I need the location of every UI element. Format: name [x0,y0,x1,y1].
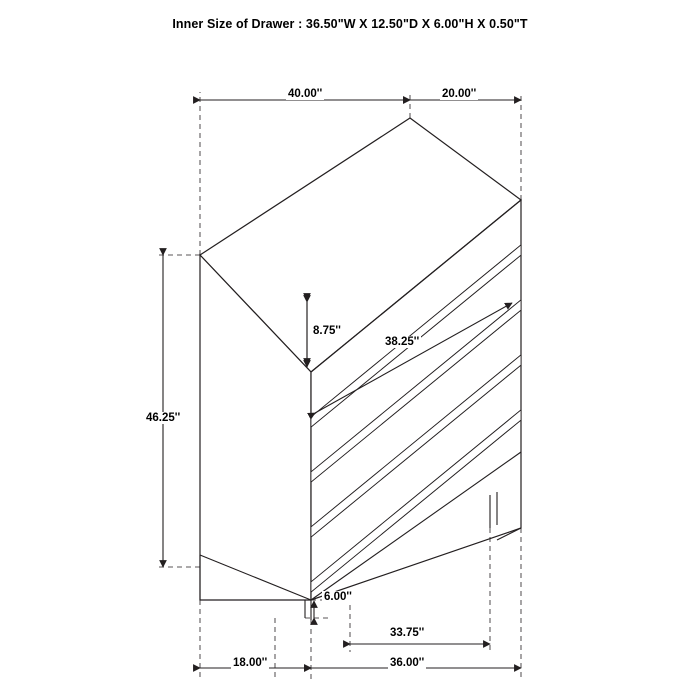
dim-label-base-width: 36.00'' [390,657,425,669]
dim-label-total-height: 46.25'' [146,412,181,424]
dim-label-base-inner-width: 33.75'' [390,627,425,639]
dim-label-base-depth: 18.00'' [233,657,268,669]
dim-label-drawer-height: 8.75'' [313,325,341,337]
dim-label-drawer-width: 38.25'' [385,336,420,348]
page-title: Inner Size of Drawer : 36.50"W X 12.50"D X 6.00"H X 0.50"T [172,17,528,31]
chest-body [200,118,521,600]
dim-label-top-depth: 20.00'' [442,88,477,100]
dim-label-top-width: 40.00'' [288,88,323,100]
dim-label-base-height: 6.00'' [324,591,352,603]
